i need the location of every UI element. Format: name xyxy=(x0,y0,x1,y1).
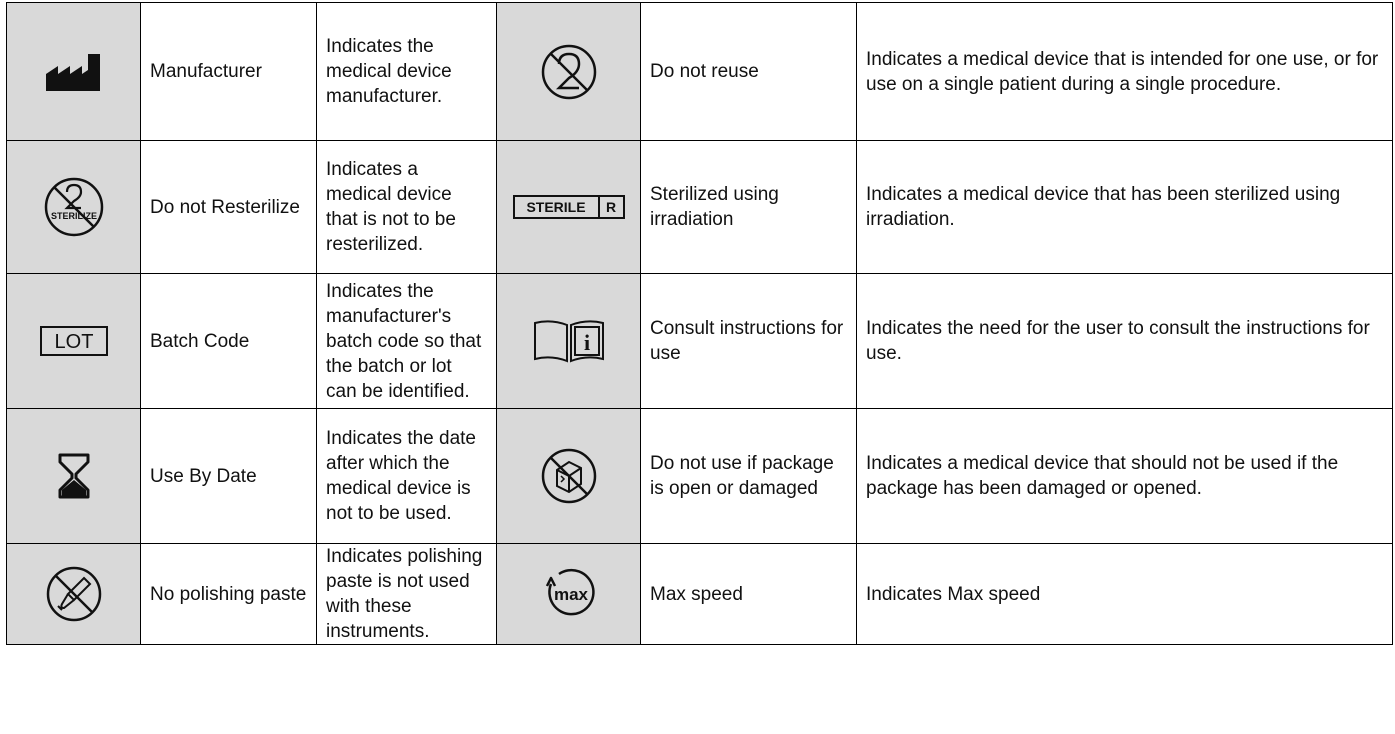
symbol-cell xyxy=(7,409,141,544)
table-row xyxy=(7,274,1393,409)
symbol-name: Consult instructions for use xyxy=(641,274,857,409)
symbol-name: Do not reuse xyxy=(641,3,857,141)
lot-icon xyxy=(40,326,108,356)
symbol-name: Batch Code xyxy=(141,274,317,409)
symbol-name: Use By Date xyxy=(141,409,317,544)
symbol-cell xyxy=(7,141,141,274)
no-polishing-paste-icon xyxy=(44,564,104,624)
max-speed-icon-text: max xyxy=(553,585,588,604)
symbol-description: Indicates polishing paste is not used with these instruments. xyxy=(317,544,497,645)
symbol-description: Indicates a medical device that should not be used if the package has been damaged or opened. xyxy=(857,409,1393,544)
symbol-cell xyxy=(497,409,641,544)
do-not-reuse-icon xyxy=(539,42,599,102)
symbol-name: Do not use if package is open or damaged xyxy=(641,409,857,544)
symbol-description: Indicates a medical device that is not to be resterilized. xyxy=(317,141,497,274)
symbol-cell xyxy=(497,3,641,141)
sterile-r-icon-letter: R xyxy=(605,199,616,215)
table-row xyxy=(7,409,1393,544)
symbol-cell xyxy=(497,274,641,409)
consult-instructions-icon-text: i xyxy=(583,330,590,355)
symbol-cell xyxy=(7,274,141,409)
max-speed-icon xyxy=(539,564,599,624)
symbol-cell xyxy=(7,3,141,141)
symbol-description: Indicates the manufacturer's batch code so that the batch or lot can be identified. xyxy=(317,274,497,409)
table-row xyxy=(7,141,1393,274)
manufacturer-factory-icon xyxy=(44,52,104,92)
symbol-cell xyxy=(497,141,641,274)
symbol-description: Indicates Max speed xyxy=(857,544,1393,645)
symbol-description: Indicates a medical device that has been sterilized using irradiation. xyxy=(857,141,1393,274)
do-not-resterilize-icon-text: STERILIZE xyxy=(50,211,97,221)
symbol-description: Indicates the medical device manufacturer. xyxy=(317,3,497,141)
symbols-table xyxy=(6,2,1393,645)
sterile-r-icon xyxy=(513,195,625,219)
symbol-description: Indicates the need for the user to consult the instructions for use. xyxy=(857,274,1393,409)
symbol-description: Indicates a medical device that is intended for one use, or for use on a single patient during a single procedure. xyxy=(857,3,1393,141)
symbol-name: Do not Resterilize xyxy=(141,141,317,274)
symbol-name: Max speed xyxy=(641,544,857,645)
damaged-package-icon xyxy=(539,446,599,506)
symbol-cell xyxy=(7,544,141,645)
lot-icon-text: LOT xyxy=(54,331,93,353)
table-row xyxy=(7,544,1393,645)
do-not-resterilize-icon xyxy=(42,175,106,239)
sterile-r-icon-text: STERILE xyxy=(525,199,586,215)
table-row xyxy=(7,3,1393,141)
consult-instructions-icon xyxy=(531,317,607,365)
symbol-cell xyxy=(497,544,641,645)
symbol-description: Indicates the date after which the medical device is not to be used. xyxy=(317,409,497,544)
symbol-name: No polishing paste xyxy=(141,544,317,645)
symbol-name: Sterilized using irradiation xyxy=(641,141,857,274)
hourglass-icon xyxy=(54,452,94,500)
symbol-name: Manufacturer xyxy=(141,3,317,141)
